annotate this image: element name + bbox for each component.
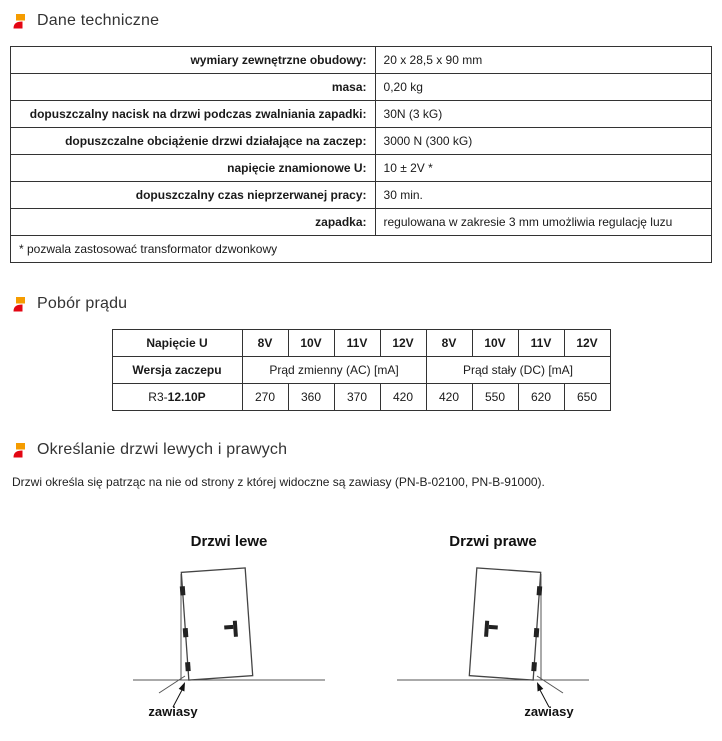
table-row [11, 128, 712, 155]
section-heading-power [12, 295, 710, 313]
power-consumption-table [112, 329, 611, 411]
hinge-icon [537, 586, 543, 595]
left-door-diagram [129, 560, 329, 718]
spec-value: regulowana w zakresie 3 mm umożliwia regulację luzu [375, 209, 711, 236]
section-title-power: Pobór prądu [37, 295, 128, 312]
voltage-cell: 10V [472, 330, 518, 357]
table-row-footnote [11, 236, 712, 263]
brand-bullet-icon [12, 14, 28, 29]
spec-label: wymiary zewnętrzne obudowy: [11, 47, 376, 74]
voltage-cell: 12V [380, 330, 426, 357]
model-prefix: R3- [148, 390, 168, 404]
spec-label: napięcie znamionowe U: [11, 155, 376, 182]
hinge-label: zawiasy [148, 704, 198, 718]
door-panel-group [469, 568, 543, 680]
voltage-cell: 8V [242, 330, 288, 357]
voltage-cell: 12V [564, 330, 610, 357]
table-row [11, 182, 712, 209]
voltage-cell: 8V [426, 330, 472, 357]
current-value: 420 [426, 384, 472, 411]
spec-label: dopuszczalny nacisk na drzwi podczas zwalniania zapadki: [11, 101, 376, 128]
right-door-diagram [393, 560, 593, 718]
model-name: 12.10P [167, 390, 206, 404]
door-diagrams [10, 533, 712, 723]
current-value: 550 [472, 384, 518, 411]
hinge-icon [185, 662, 191, 671]
table-footnote: * pozwala zastosować transformator dzwonkowy [11, 236, 712, 263]
table-row [11, 101, 712, 128]
technical-data-table [10, 46, 712, 263]
current-value: 650 [564, 384, 610, 411]
hinge-icon [180, 586, 186, 595]
right-door-figure [383, 533, 603, 723]
table-row [11, 209, 712, 236]
doors-description: Drzwi określa się patrząc na nie od strony z której widoczne są zawiasy (PN-B-02100, PN-B-91000). [12, 475, 545, 489]
door-swing-line [159, 676, 185, 693]
brand-bullet-icon [12, 443, 28, 458]
hinge-label: zawiasy [524, 704, 574, 718]
hinge-icon [531, 662, 537, 671]
table-row [11, 74, 712, 101]
hinge-icon [183, 628, 189, 637]
spec-value: 3000 N (300 kG) [375, 128, 711, 155]
dc-current-header: Prąd stały (DC) [mA] [426, 357, 610, 384]
current-value: 360 [288, 384, 334, 411]
hinge-icon [534, 628, 540, 637]
door-panel [469, 568, 540, 680]
current-value: 420 [380, 384, 426, 411]
version-header: Wersja zaczepu [112, 357, 242, 384]
table-row-model-values [112, 384, 610, 411]
table-row-current-type [112, 357, 610, 384]
brand-bullet-icon [12, 297, 28, 312]
spec-value: 30 min. [375, 182, 711, 209]
table-row [11, 155, 712, 182]
current-value: 370 [334, 384, 380, 411]
left-door-figure [119, 533, 339, 723]
voltage-cell: 11V [334, 330, 380, 357]
spec-value: 30N (3 kG) [375, 101, 711, 128]
right-door-title: Drzwi prawe [449, 533, 537, 550]
current-value: 620 [518, 384, 564, 411]
voltage-header: Napięcie U [112, 330, 242, 357]
door-panel-group [179, 568, 253, 680]
model-cell [112, 384, 242, 411]
current-value: 270 [242, 384, 288, 411]
spec-value: 20 x 28,5 x 90 mm [375, 47, 711, 74]
spec-label: dopuszczalne obciążenie drzwi działające na zaczep: [11, 128, 376, 155]
door-panel [181, 568, 252, 680]
table-row-voltages [112, 330, 610, 357]
section-heading-doors [12, 441, 710, 459]
door-swing-line [537, 676, 563, 693]
door-handle-lever-icon [224, 625, 233, 630]
door-handle-lever-icon [489, 625, 498, 630]
left-door-title: Drzwi lewe [190, 533, 268, 550]
ac-current-header: Prąd zmienny (AC) [mA] [242, 357, 426, 384]
voltage-cell: 10V [288, 330, 334, 357]
spec-label: dopuszczalny czas nieprzerwanej pracy: [11, 182, 376, 209]
pointer-arrowhead-icon [537, 682, 543, 692]
section-heading-technical [12, 12, 710, 30]
table-row [11, 47, 712, 74]
section-title-technical: Dane techniczne [37, 12, 160, 29]
voltage-cell: 11V [518, 330, 564, 357]
section-title-doors: Określanie drzwi lewych i prawych [37, 441, 288, 458]
spec-label: zapadka: [11, 209, 376, 236]
spec-value: 0,20 kg [375, 74, 711, 101]
pointer-arrowhead-icon [179, 682, 185, 692]
spec-value: 10 ± 2V * [375, 155, 711, 182]
spec-label: masa: [11, 74, 376, 101]
